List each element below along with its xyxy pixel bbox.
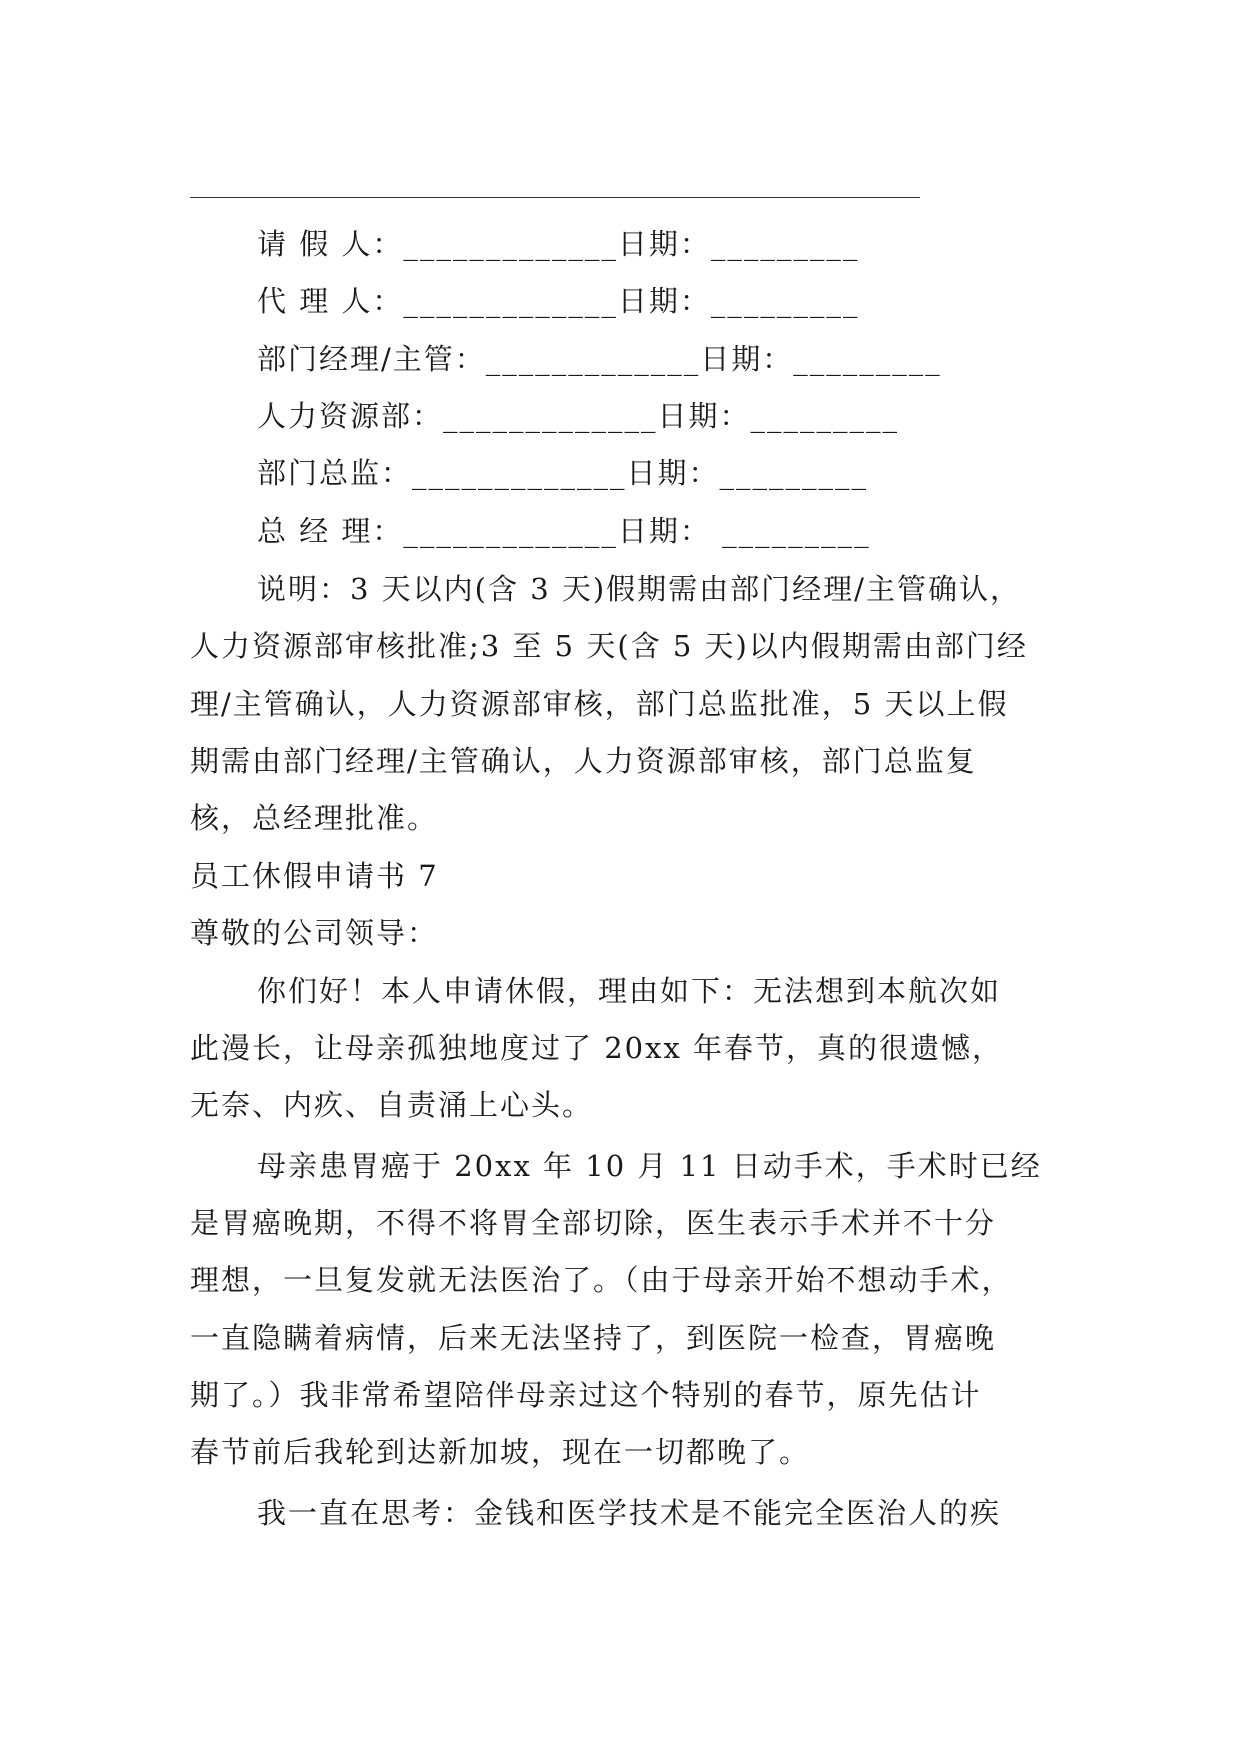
signature-line-applicant: 请 假 人：_____________日期：_________ (257, 227, 860, 261)
signature-line-hr: 人力资源部：_____________日期：_________ (257, 399, 900, 433)
body-line: 我一直在思考：金钱和医学技术是不能完全医治人的疾 (257, 1496, 1002, 1530)
body-line: 母亲患胃癌于 20xx 年 10 月 11 日动手术，手术时已经 (257, 1149, 1042, 1183)
body-line: 理想，一旦复发就无法医治了。（由于母亲开始不想动手术， (190, 1263, 1013, 1297)
body-line: 你们好！本人申请休假，理由如下：无法想到本航次如 (257, 974, 1002, 1008)
signature-line-general-manager: 总 经 理：_____________日期： _________ (257, 514, 871, 548)
signature-line-dept-director: 部门总监：_____________日期：_________ (257, 456, 869, 490)
signature-line-dept-manager: 部门经理/主管：_____________日期：_________ (257, 342, 942, 376)
signature-line-agent: 代 理 人：_____________日期：_________ (257, 284, 860, 318)
note-line: 说明：3 天以内(含 3 天)假期需由部门经理/主管确认， (257, 572, 1021, 606)
body-line: 期了。）我非常希望陪伴母亲过这个特别的春节，原先估计 (190, 1378, 982, 1412)
salutation: 尊敬的公司领导： (190, 916, 439, 950)
section-title: 员工休假申请书 7 (190, 859, 439, 893)
body-line: 是胃癌晚期，不得不将胃全部切除，医生表示手术并不十分 (190, 1206, 997, 1240)
note-line: 理/主管确认，人力资源部审核，部门总监批准，5 天以上假 (190, 687, 1009, 721)
note-line: 期需由部门经理/主管确认，人力资源部审核，部门总监复 (190, 744, 977, 778)
body-line: 春节前后我轮到达新加坡，现在一切都晚了。 (190, 1435, 811, 1469)
body-line: 此漫长，让母亲孤独地度过了 20xx 年春节，真的很遗憾， (190, 1031, 1004, 1065)
top-divider-line (190, 197, 920, 198)
body-line: 一直隐瞒着病情，后来无法坚持了，到医院一检查，胃癌晚 (190, 1321, 997, 1355)
body-line: 无奈、内疚、自责涌上心头。 (190, 1088, 594, 1122)
note-line: 核，总经理批准。 (190, 801, 439, 835)
note-line: 人力资源部审核批准;3 至 5 天(含 5 天)以内假期需由部门经 (190, 629, 1028, 663)
